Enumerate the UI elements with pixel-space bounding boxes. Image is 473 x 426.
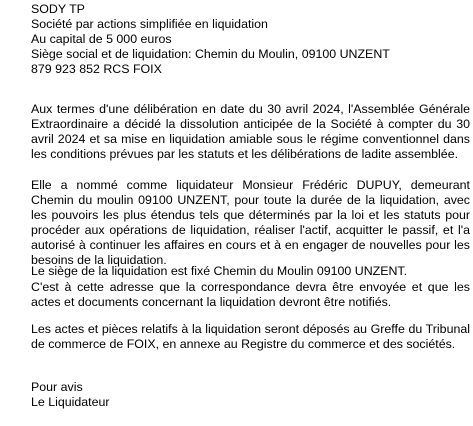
dissolution-paragraph-text: Aux termes d'une délibération en date du 30 avril 2024, l'Assemblée Générale Extraordinaire a décidé la dissolution anticipée de la Société à compter du 30 avril 2024 et sa mise en liquidation amiable sous le régime conventionnel dans les conditions prévues par les statuts et les délibérations de ladite assemblée. (31, 102, 470, 161)
liquidation-seat-line: Le siège de la liquidation est fixé Chemin du Moulin 09100 UNZENT. (31, 264, 408, 278)
company-name: SODY TP (31, 2, 85, 16)
signatory-label: Le Liquidateur (31, 394, 110, 409)
company-header (31, 2, 461, 77)
dissolution-paragraph (0, 102, 470, 162)
for-notice-label: Pour avis (31, 380, 83, 394)
company-form: Société par actions simplifiée en liquidation (31, 16, 268, 31)
closing-block (31, 380, 110, 410)
filing-paragraph (0, 322, 470, 352)
liquidator-paragraph (0, 178, 470, 267)
liquidator-paragraph-text: Elle a nommé comme liquidateur Monsieur Frédéric DUPUY, demeurant Chemin du moulin 09100 UNZENT, pour toute la durée de la liquidation, avec les pouvoirs les plus étendus tels que déterminés par la loi et les statuts pour procéder aux opérations de liquidation, réaliser l'actif, acquitter le passif, et l'a autorisé à continuer les affaires en cours et à en engager de nouvelles pour les besoins de la liquidation. (31, 178, 470, 267)
correspondence-paragraph (0, 280, 470, 310)
company-seat: Siège social et de liquidation: Chemin du Moulin, 09100 UNZENT (31, 46, 390, 61)
company-registration: 879 923 852 RCS FOIX (31, 61, 162, 76)
company-capital: Au capital de 5 000 euros (31, 31, 172, 46)
filing-paragraph-text: Les actes et pièces relatifs à la liquidation seront déposés au Greffe du Tribunal de commerce de FOIX, en annexe au Registre du commerce et des sociétés. (31, 322, 470, 351)
correspondence-paragraph-text: C'est à cette adresse que la correspondance devra être envoyée et que les actes et documents concernant la liquidation devront être notifiés. (31, 280, 470, 309)
